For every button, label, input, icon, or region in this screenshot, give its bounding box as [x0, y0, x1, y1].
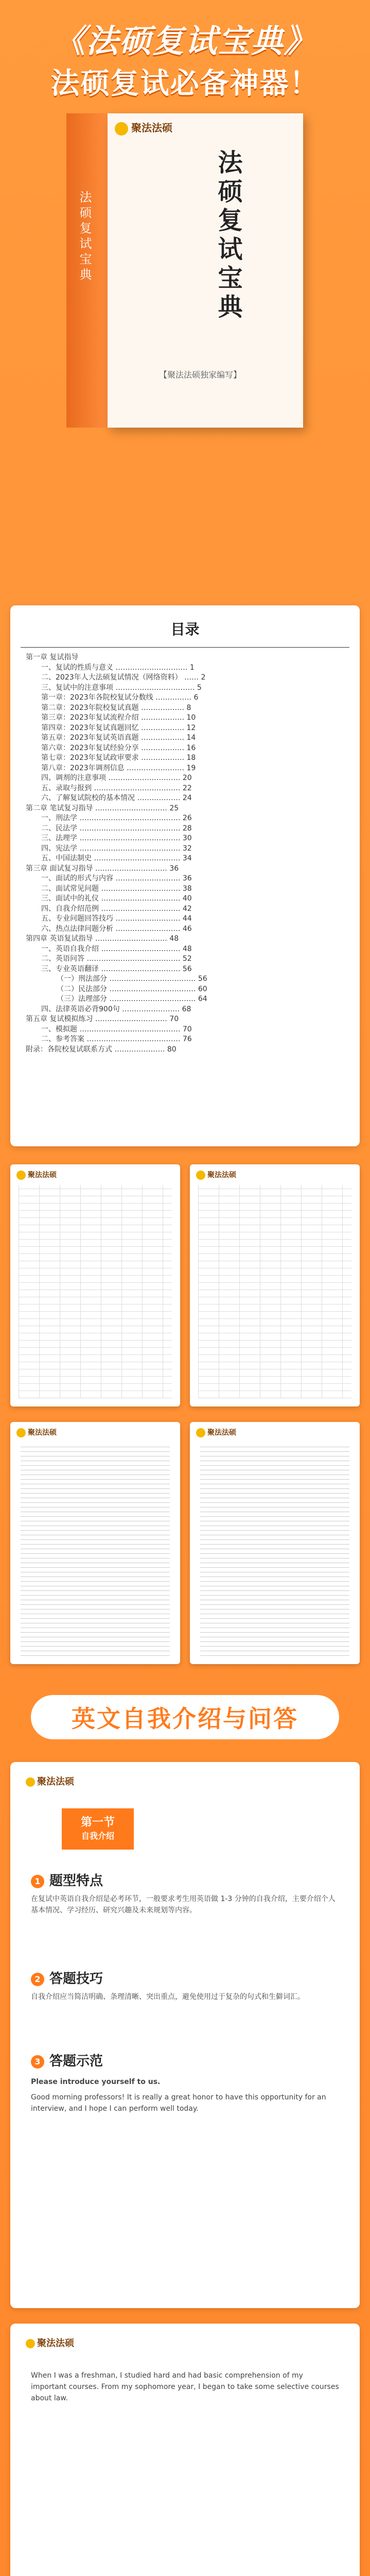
sample-table — [19, 1185, 172, 1398]
sample-logo: 聚法法硕 — [16, 1170, 57, 1180]
section-bullet: 2 — [31, 1973, 44, 1986]
toc-item: 一、英语自我介绍 …………………………… 48 — [41, 944, 192, 953]
toc-heading: 目录 — [170, 621, 200, 638]
logo-icon — [16, 1171, 26, 1180]
section-bullet: 1 — [31, 1875, 44, 1888]
toc-item: 四、法律英语必背900句 …………………… 68 — [41, 1005, 191, 1013]
toc-item: 第八章：2023年调剂信息 …………………… 19 — [41, 764, 196, 772]
sample-logo: 聚法法硕 — [16, 1427, 57, 1437]
toc-item: 第四章：2023年复试真题回忆 ……………… 12 — [41, 723, 196, 732]
sample-logo: 聚法法硕 — [26, 1774, 74, 1788]
toc-item: 第五章：2023年复试英语真题 ……………… 14 — [41, 734, 196, 742]
toc-item: 四、宪法学 …………………………………… 32 — [41, 844, 192, 853]
toc-item: 五、专业问题回答技巧 ……………………… 44 — [41, 914, 192, 923]
book-spine-title: 法硕复试宝典 — [77, 191, 92, 283]
toc-item: 四、调剂的注意事项 ………………………… 20 — [41, 774, 192, 782]
heading-example: 3 答题示范 — [31, 2050, 103, 2070]
toc-item: 四、自我介绍范例 …………………………… 42 — [41, 904, 192, 913]
book-cover-image — [66, 113, 303, 428]
book-footer: 【聚法法硕独家编写】 — [159, 370, 242, 380]
toc-item: 二、民法学 …………………………………… 28 — [41, 824, 192, 833]
toc-item: 附录：各院校复试联系方式 ………………… 80 — [26, 1045, 177, 1054]
toc-list — [26, 653, 344, 1055]
toc-item: 第一章 复试指导 — [26, 653, 79, 662]
logo-icon — [115, 122, 128, 135]
toc-item: 第三章 面试复习指导 ………………………… 36 — [26, 864, 179, 873]
paragraph-tips: 自我介绍应当简洁明确、条理清晰、突出重点，避免使用过于复杂的句式和生僻词汇。 — [31, 1993, 305, 2001]
book-front — [108, 113, 303, 428]
toc-item: 第二章：2023年院校复试真题 ……………… 8 — [41, 703, 191, 712]
sample-page-text-1 — [10, 1422, 180, 1664]
sample-logo: 聚法法硕 — [196, 1427, 236, 1437]
example-question: Please introduce yourself to us. — [31, 2078, 161, 2086]
english-page-2 — [10, 2324, 360, 2576]
sample-page-table-1 — [10, 1164, 180, 1406]
toc-item: 二、英语问答 ………………………………… 52 — [41, 955, 192, 963]
english-page-1 — [10, 1762, 360, 2308]
example-answer: Good morning professors! It is really a great honor to have this opportunity for an interview, and I hope I can perform well today. — [31, 2093, 326, 2113]
chapter-title: 自我介绍 — [81, 1831, 114, 1841]
toc-item: 三、专业英语翻译 …………………………… 56 — [41, 964, 192, 973]
toc-item: 二、2023年人大法硕复试情况（网络资料） …… 2 — [41, 673, 206, 682]
heading-tips: 2 答题技巧 — [31, 1968, 103, 1987]
toc-item: 三、面试中的礼仪 …………………………… 40 — [41, 894, 192, 903]
toc-item: （一）刑法部分 ……………………………… 56 — [57, 975, 207, 983]
toc-item: 一、面试的形式与内容 ……………………… 36 — [41, 874, 192, 883]
toc-item: 一、刑法学 …………………………………… 26 — [41, 814, 192, 822]
paragraph-question-type: 在复试中英语自我介绍是必考环节，一般要求考生用英语做 1-3 分钟的自我介绍，主要介绍个人基本情况、学习经历、研究兴趣及未来规划等内容。 — [31, 1895, 336, 1914]
toc-item: 二、参考答案 ………………………………… 76 — [41, 1035, 192, 1043]
toc-item: 三、复试中的注意事项 …………………………… 5 — [41, 683, 202, 692]
sample-text — [200, 1443, 349, 1656]
toc-card — [10, 605, 360, 1146]
sample-logo: 聚法法硕 — [196, 1170, 236, 1180]
example-answer-cont: When I was a freshman, I studied hard and had basic comprehension of my important courses. From my sophomore year, I began to take some selective courses about law. — [31, 2371, 339, 2402]
logo-icon — [26, 1777, 35, 1787]
book-title: 法硕复试宝典 — [214, 149, 242, 323]
sample-page-table-2 — [190, 1164, 360, 1406]
heading-question-type: 1 题型特点 — [31, 1870, 103, 1889]
book-logo: 聚法法硕 — [115, 120, 172, 135]
toc-item: 第二章 笔试复习指导 ………………………… 25 — [26, 804, 179, 812]
toc-item: 第七章：2023年复试政审要求 ……………… 18 — [41, 754, 196, 762]
hero-title: 《法硕复试宝典》 — [53, 22, 317, 60]
toc-item: 第四章 英语复试指导 ………………………… 48 — [26, 935, 179, 943]
toc-item: 二、面试常见问题 …………………………… 38 — [41, 884, 192, 893]
toc-item: 六、热点法律问题分析 ……………………… 46 — [41, 924, 192, 933]
toc-item: 一、模拟题 …………………………………… 70 — [41, 1025, 192, 1033]
section-banner-english: 英文自我介绍与问答 — [31, 1695, 339, 1739]
hero-subtitle: 法硕复试必备神器！ — [50, 67, 320, 100]
toc-item: 一、复试的性质与意义 ………………………… 1 — [41, 663, 195, 672]
chapter-badge — [62, 1808, 134, 1850]
sample-page-text-2 — [190, 1422, 360, 1664]
toc-item: 三、法理学 …………………………………… 30 — [41, 834, 192, 842]
logo-icon — [26, 2339, 35, 2348]
toc-item: 第三章：2023年复试流程介绍 ……………… 10 — [41, 714, 196, 722]
logo-icon — [16, 1428, 26, 1437]
toc-divider — [21, 647, 349, 648]
toc-item: 五、中国法制史 ……………………………… 34 — [41, 854, 192, 862]
toc-item: 五、录取与报到 ……………………………… 22 — [41, 784, 192, 792]
section-bullet: 3 — [31, 2055, 44, 2069]
toc-item: （三）法理部分 ……………………………… 64 — [57, 995, 207, 1003]
chapter-number: 第一节 — [80, 1816, 115, 1829]
toc-item: 六、了解复试院校的基本情况 ……………… 24 — [41, 794, 192, 802]
toc-item: 第五章 复试模拟练习 ………………………… 70 — [26, 1015, 179, 1023]
sample-table — [198, 1185, 351, 1398]
logo-icon — [196, 1171, 205, 1180]
sample-text — [21, 1443, 170, 1656]
book-spine — [66, 113, 108, 428]
logo-icon — [196, 1428, 205, 1437]
toc-item: （二）民法部分 ……………………………… 60 — [57, 985, 207, 993]
toc-item: 第一章：2023年各院校复试分数线 …………… 6 — [41, 693, 199, 702]
sample-logo: 聚法法硕 — [26, 2336, 74, 2349]
toc-item: 第六章：2023年复试经验分享 ……………… 16 — [41, 743, 196, 752]
